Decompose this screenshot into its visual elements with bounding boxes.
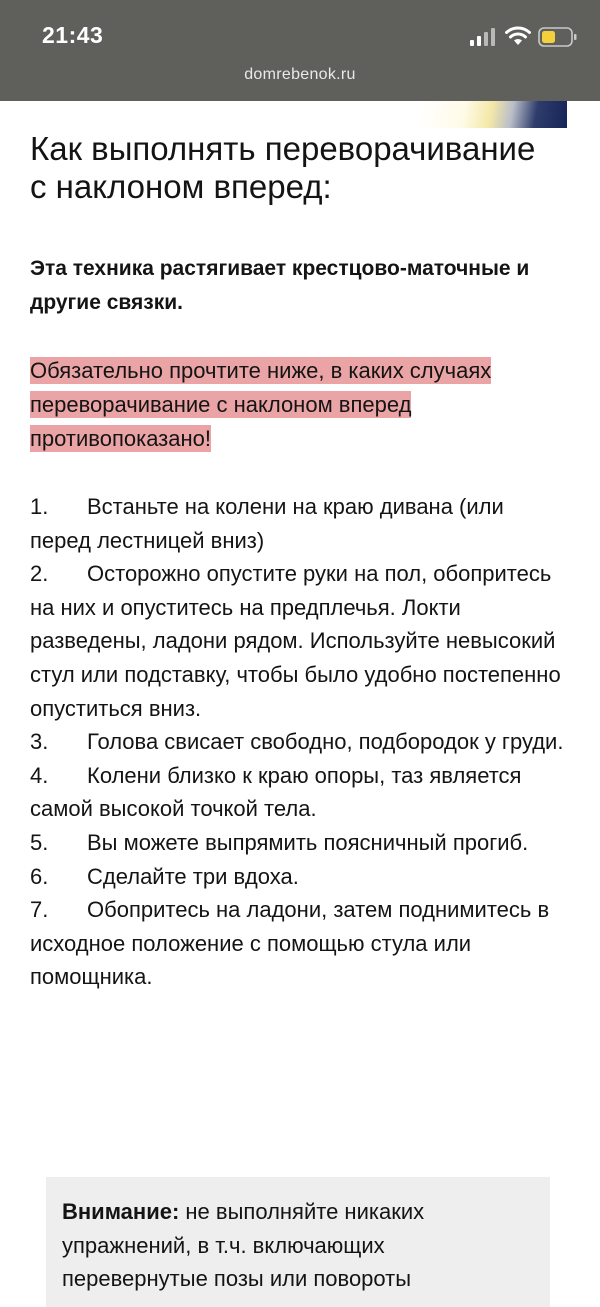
- warning-block: [30, 354, 510, 456]
- step-text: Встаньте на колени на краю дивана (или перед лестницей вниз): [30, 494, 504, 553]
- step-item: [30, 893, 570, 994]
- notice-text: [62, 1195, 512, 1296]
- step-text: Голова свисает свободно, подбородок у груди.: [87, 729, 564, 755]
- step-text: Обопритесь на ладони, затем поднимитесь в исходное положение с помощью стула или помощника.: [30, 897, 550, 990]
- steps-list: [30, 490, 570, 994]
- article: [30, 128, 570, 994]
- notice-label: Внимание:: [62, 1199, 180, 1224]
- warning-highlight: Обязательно прочтите ниже, в каких случаях переворачивание с наклоном вперед противопоказано!: [30, 358, 492, 451]
- step-item: [30, 759, 570, 826]
- battery-icon: [538, 27, 578, 47]
- step-item: [30, 490, 570, 557]
- step-item: [30, 860, 570, 894]
- cellular-signal-icon: [470, 28, 498, 46]
- step-number: 2.: [30, 561, 49, 587]
- attention-notice: [46, 1177, 550, 1307]
- step-number: 6.: [30, 863, 49, 889]
- step-item: [30, 826, 570, 860]
- step-number: 7.: [30, 897, 49, 923]
- step-text: Сделайте три вдоха.: [87, 863, 299, 889]
- wifi-icon: [505, 26, 531, 46]
- step-item: [30, 725, 570, 759]
- status-bar: [0, 0, 600, 101]
- step-item: [30, 557, 570, 725]
- step-number: 1.: [30, 494, 49, 519]
- step-text: Вы можете выпрямить поясничный прогиб.: [87, 829, 529, 855]
- step-number: 4.: [30, 762, 49, 788]
- article-title: Как выполнять переворачивание с наклоном вперед:: [30, 130, 536, 205]
- step-number: 3.: [30, 729, 49, 755]
- step-text: Колени близко к краю опоры, таз является самой высокой точкой тела.: [30, 762, 522, 822]
- url-bar[interactable]: domrebenok.ru: [244, 66, 356, 83]
- notice-body: не выполняйте никаких упражнений, в т.ч. включающих перевернутые позы или повороты: [62, 1199, 425, 1291]
- article-lead: Эта техника растягивает крестцово-маточные и другие связки.: [30, 257, 530, 314]
- step-number: 5.: [30, 829, 49, 855]
- banner-image-edge: [420, 101, 567, 128]
- status-time: 21:43: [42, 22, 104, 48]
- step-text: Осторожно опустите руки на пол, обопритесь на них и опуститесь на предплечья. Локти разведены, ладони рядом. Используйте невысокий стул или подставку, чтобы было удобно постепенно опуститься вниз.: [30, 561, 561, 721]
